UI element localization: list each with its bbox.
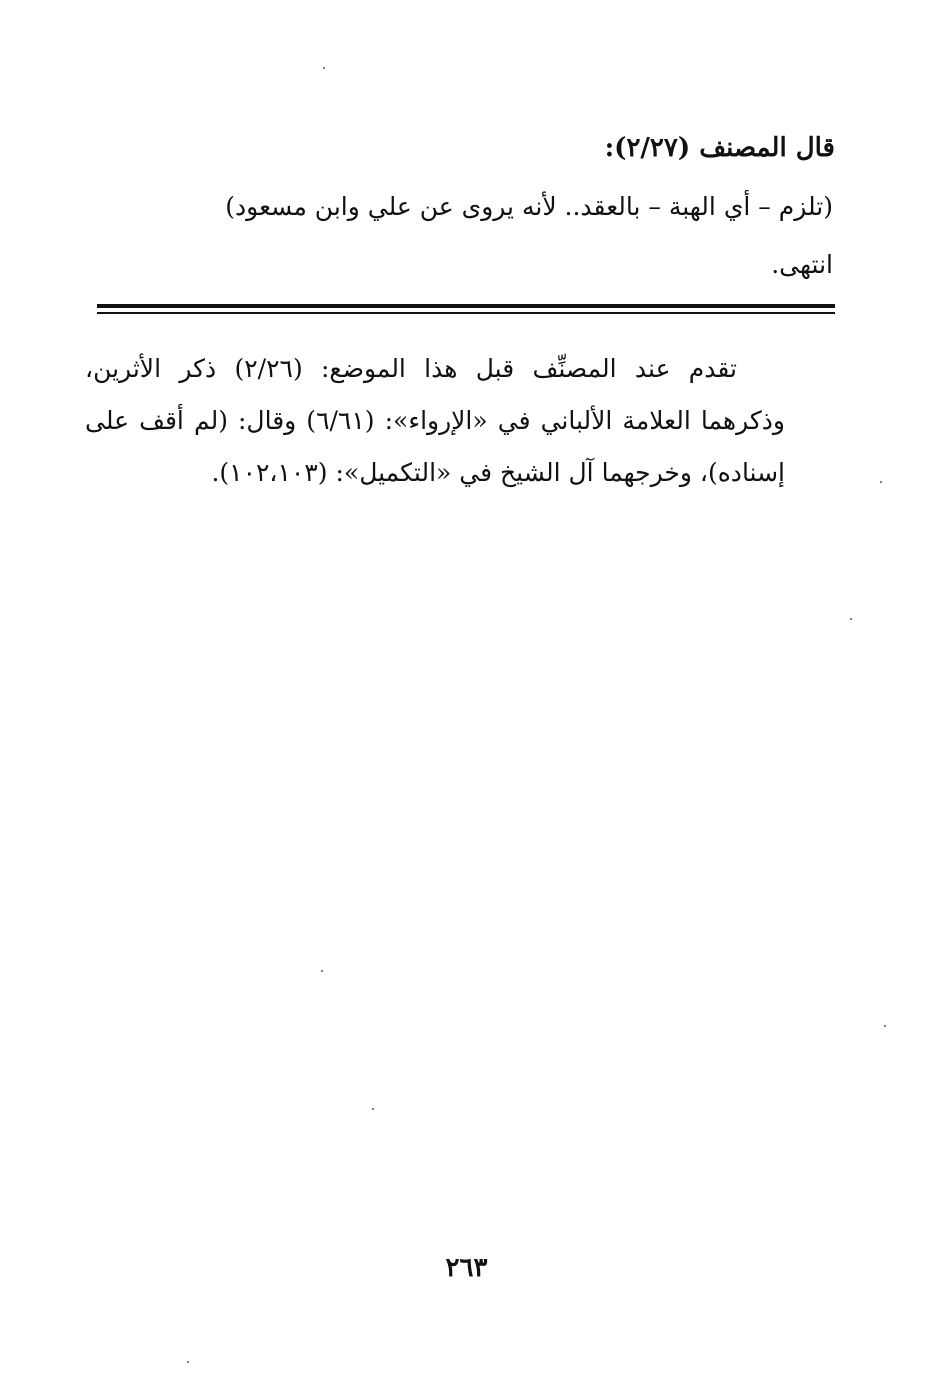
section-heading: قال المصنف (٢/٢٧): bbox=[604, 133, 835, 163]
scan-speck bbox=[372, 1108, 374, 1110]
scan-speck bbox=[850, 618, 852, 620]
page-number: ٢٦٣ bbox=[445, 1253, 488, 1283]
separator-rule-thin bbox=[97, 312, 835, 314]
separator-rule-thick bbox=[97, 304, 835, 308]
commentary-paragraph bbox=[85, 343, 785, 499]
quote-line-2: انتهى. bbox=[771, 250, 833, 279]
scan-speck bbox=[321, 970, 323, 972]
quoted-text bbox=[133, 178, 833, 294]
commentary-text: تقدم عند المصنِّف قبل هذا الموضع: (٢/٢٦) ذكر الأثرين، وذكرهما العلامة الألباني في «الإرواء»: (٦/٦١) وقال: (لم أقف على إسناده)، وخرجهما آل الشيخ في «التكميل»: (١٠٢،١٠٣). bbox=[85, 354, 785, 487]
scan-speck bbox=[323, 67, 325, 69]
scan-speck bbox=[884, 1025, 886, 1027]
quote-line-1: (تلزم – أي الهبة – بالعقد.. لأنه يروى عن علي وابن مسعود) bbox=[225, 192, 833, 221]
scan-speck bbox=[187, 1361, 189, 1363]
scan-speck bbox=[880, 481, 882, 483]
